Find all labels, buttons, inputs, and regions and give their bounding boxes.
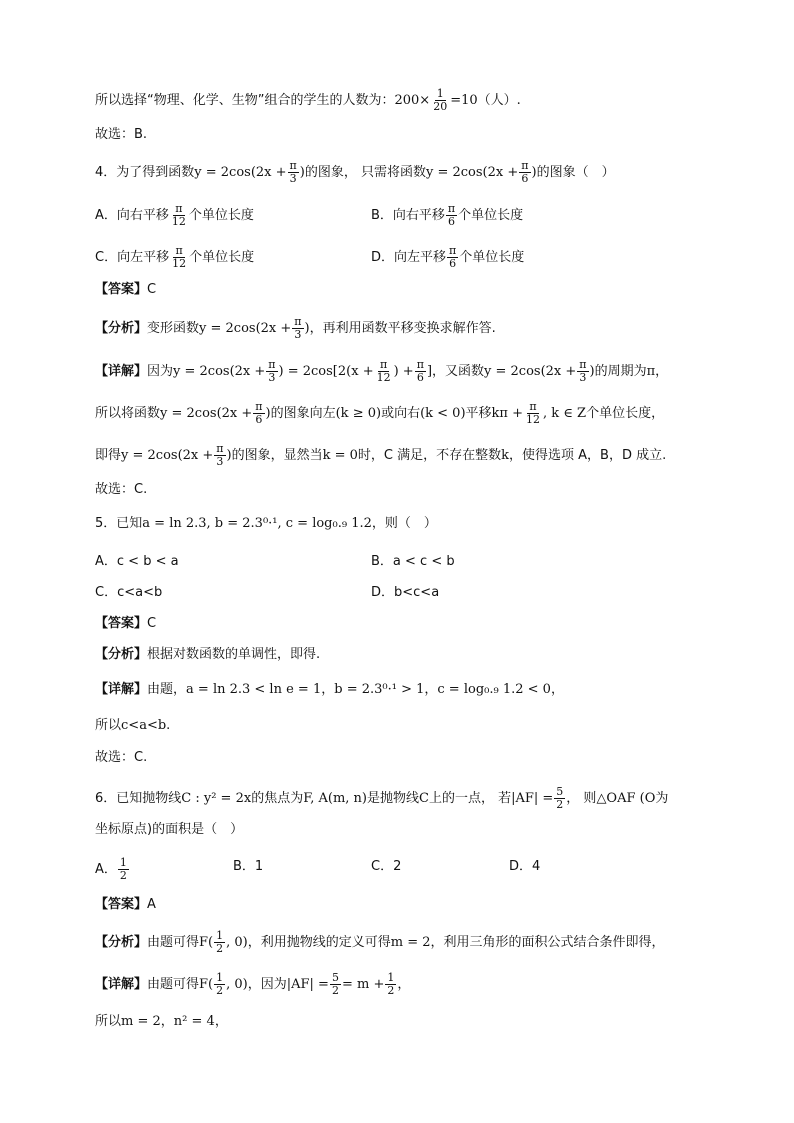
detail: 【详解】由题可得F( $\frac{1}{2}$ , 0)，因为|AF| = $\frac{5}{2}$ = m + $\frac{1}{2}$ ， — [95, 971, 411, 997]
text-line: 坐标原点)的面积是（ ） — [95, 822, 244, 837]
option-a: A． $\frac{1}{2}$ — [95, 856, 127, 882]
detail: 【详解】因为y = 2cos(2x + $\frac{\pi}{3}$ ) = 2cos[2(x + $\frac{\pi}{12}$ ) + $\frac{\pi}{6}$ ]，又函数y = 2cos(2x + $\frac{\pi}{3}$ )的周期为π， — [95, 358, 669, 384]
text-line: 所以c<a<b. — [95, 718, 171, 733]
option-b: B．1 — [233, 859, 264, 874]
fraction: $\frac{1}{20}$ — [433, 87, 448, 113]
text-line: 所以m = 2，n² = 4， — [95, 1014, 228, 1029]
question-5: 5．已知a = ln 2.3, b = 2.3⁰·¹, c = log₀.₉ 1.2，则（ ） — [95, 516, 437, 531]
analysis: 【分析】根据对数函数的单调性，即得. — [95, 647, 321, 662]
question-4: 4．为了得到函数y = 2cos(2x + $\frac{\pi}{3}$ )的图象， 只需将函数y = 2cos(2x + $\frac{\pi}{6}$ )的图象（ ） — [95, 159, 615, 185]
detail-line: 所以将函数y = 2cos(2x + $\frac{\pi}{6}$ )的图象向左(k ≥ 0)或向右(k < 0)平移kπ + $\frac{\pi}{12}$ , k ∈ Z个单位长度， — [95, 400, 665, 426]
text-line: 故选：C. — [95, 482, 148, 497]
detail-line: 即得y = 2cos(2x + $\frac{\pi}{3}$ )的图象，显然当k = 0时，C 满足，不存在整数k，使得选项 A，B，D 成立. — [95, 442, 667, 468]
answer: 【答案】C — [95, 616, 157, 631]
math: 200× — [394, 93, 431, 108]
option-b: B．向右平移 $\frac{\pi}{6}$ 个单位长度 — [371, 202, 524, 228]
option-a: A．向右平移 $\frac{\pi}{12}$ 个单位长度 — [95, 202, 254, 228]
answer: 【答案】C — [95, 282, 157, 297]
option-a: A．c < b < a — [95, 554, 179, 569]
option-c: C．向左平移 $\frac{\pi}{12}$ 个单位长度 — [95, 244, 255, 270]
question-6: 6．已知抛物线C : y² = 2x的焦点为F, A(m, n)是抛物线C上的一点， 若|AF| = $\frac{5}{2}$ ， 则△OAF (O为 — [95, 785, 669, 811]
option-d: D．4 — [509, 859, 541, 874]
analysis: 【分析】由题可得F( $\frac{1}{2}$ , 0)，利用抛物线的定义可得m = 2，利用三角形的面积公式结合条件即得， — [95, 929, 665, 955]
option-d: D．向左平移 $\frac{\pi}{6}$ 个单位长度 — [371, 244, 525, 270]
detail: 【详解】由题，a = ln 2.3 < ln e = 1，b = 2.3⁰·¹ > 1，c = log₀.₉ 1.2 < 0， — [95, 682, 564, 697]
math: =10（人）. — [450, 93, 521, 108]
option-b: B．a < c < b — [371, 554, 455, 569]
text-line: 故选：B. — [95, 127, 148, 142]
text: 所以选择“物理、化学、生物”组合的学生的人数为： — [95, 93, 395, 108]
text-line: 故选：C. — [95, 750, 148, 765]
option-c: C．c<a<b — [95, 585, 163, 600]
option-c: C．2 — [371, 859, 402, 874]
analysis: 【分析】变形函数y = 2cos(2x + $\frac{\pi}{3}$ )，再利用函数平移变换求解作答. — [95, 315, 496, 341]
option-d: D．b<c<a — [371, 585, 440, 600]
text-line — [95, 88, 521, 113]
answer: 【答案】A — [95, 897, 156, 912]
